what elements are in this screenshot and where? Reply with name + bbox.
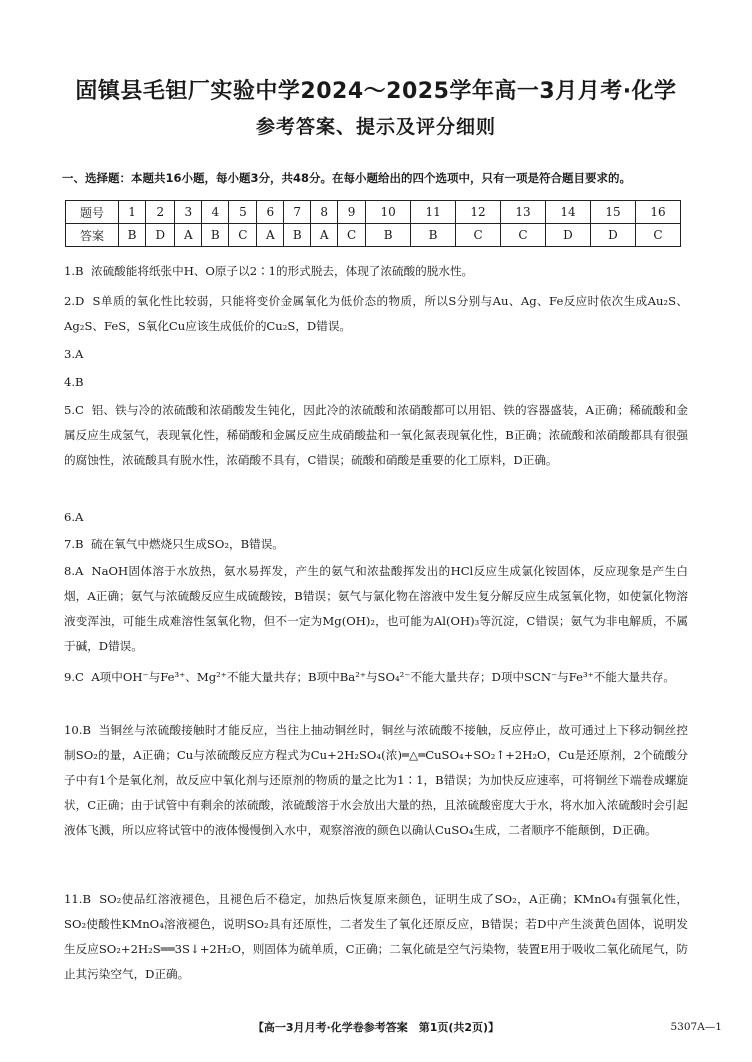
table-cell: 14	[546, 201, 591, 224]
answer-number: 4.B	[64, 375, 84, 389]
answer-item-4	[64, 370, 688, 395]
answer-explanation: 铝、铁与冷的浓硫酸和浓硝酸发生钝化，因此冷的浓硫酸和浓硝酸都可以用铝、铁的容器盛装，A正确；稀硫酸和金属反应生成氢气，表现氧化性，稀硝酸和金属反应生成硝酸盐和一氧化氮表现氧化性，B正确；浓硫酸和浓硝酸都具有很强的腐蚀性，浓硫酸具有脱水性，浓硝酸不具有，C错误；硫酸和硝酸是重要的化工原料，D正确。	[64, 403, 688, 467]
answer-item-1	[64, 259, 688, 284]
table-cell: 3	[175, 201, 202, 224]
table-cell: 16	[635, 201, 680, 224]
answer-item-3	[64, 342, 688, 367]
answer-item-5	[64, 398, 688, 473]
table-cell: 8	[311, 201, 338, 224]
answer-number: 1.B	[64, 264, 84, 278]
answer-number: 7.B	[64, 537, 84, 551]
answer-item-10	[64, 718, 688, 843]
table-cell: B	[202, 224, 229, 247]
row-label: 答案	[66, 224, 119, 247]
table-cell: 11	[411, 201, 456, 224]
table-row	[66, 224, 681, 247]
table-row	[66, 201, 681, 224]
answer-explanation: S单质的氧化性比较弱，只能将变价金属氧化为低价态的物质，所以S分别与Au、Ag、Fe反应时依次生成Au₂S、Ag₂S、FeS，S氧化Cu应该生成低价的Cu₂S，D错误。	[64, 294, 688, 333]
table-cell: 6	[257, 201, 284, 224]
table-cell: 9	[338, 201, 366, 224]
table-cell: A	[311, 224, 338, 247]
table-cell: B	[284, 224, 311, 247]
answer-item-11	[64, 887, 688, 987]
section-heading: 一、选择题：本题共16小题，每小题3分，共48分。在每小题给出的四个选项中，只有一项是符合题目要求的。	[62, 171, 632, 185]
table-cell: B	[411, 224, 456, 247]
answer-explanation: A项中OH⁻与Fe³⁺、Mg²⁺不能大量共存；B项中Ba²⁺与SO₄²⁻不能大量共存；D项中SCN⁻与Fe³⁺不能大量共存。	[91, 670, 675, 684]
answer-number: 5.C	[64, 403, 84, 417]
table-cell: 13	[501, 201, 546, 224]
answer-explanation: 硫在氧气中燃烧只生成SO₂，B错误。	[90, 537, 284, 551]
table-cell: B	[366, 224, 411, 247]
answer-item-8	[64, 559, 688, 659]
page-subtitle: 参考答案、提示及评分细则	[255, 116, 496, 138]
answer-number: 8.A	[64, 564, 84, 578]
table-cell: 4	[202, 201, 229, 224]
document-code: 5307A—1	[670, 1021, 722, 1033]
table-cell: B	[119, 224, 146, 247]
table-cell: C	[338, 224, 366, 247]
answer-explanation: SO₂使品红溶液褪色，且褪色后不稳定，加热后恢复原来颜色，证明生成了SO₂，A正确；KMnO₄有强氧化性，SO₂使酸性KMnO₄溶液褪色，说明SO₂具有还原性，二者发生了氧化还原反应，B错误；若D中产生淡黄色固体，说明发生反应SO₂+2H₂S══3S↓+2H₂O，则固体为硫单质，C正确；二氧化硫是空气污染物，装置E用于吸收二氧化硫尾气，防止其污染空气，D正确。	[64, 892, 689, 981]
answer-item-9	[64, 665, 688, 690]
table-cell: 15	[590, 201, 635, 224]
answer-number: 11.B	[64, 892, 91, 906]
table-cell: D	[546, 224, 591, 247]
table-cell: D	[590, 224, 635, 247]
table-cell: C	[229, 224, 257, 247]
answer-number: 2.D	[64, 294, 85, 308]
answer-explanation: 浓硫酸能将纸张中H、O原子以2∶1的形式脱去，体现了浓硫酸的脱水性。	[90, 264, 474, 278]
table-cell: D	[146, 224, 175, 247]
table-cell: 12	[456, 201, 501, 224]
table-cell: 7	[284, 201, 311, 224]
table-cell: C	[635, 224, 680, 247]
answer-number: 9.C	[64, 670, 84, 684]
table-cell: C	[501, 224, 546, 247]
table-cell: A	[175, 224, 202, 247]
answer-number: 3.A	[64, 347, 84, 361]
table-cell: 2	[146, 201, 175, 224]
table-cell: A	[257, 224, 284, 247]
table-cell: 5	[229, 201, 257, 224]
table-cell: 10	[366, 201, 411, 224]
answer-explanation: NaOH固体溶于水放热，氨水易挥发，产生的氨气和浓盐酸挥发出的HCl反应生成氯化铵固体，反应现象是产生白烟，A正确；氨气与浓硫酸反应生成硫酸铵，B错误；氨气与氯化物在溶液中发生复分解反应生成氢氧化物，如使氯化物溶液变浑浊，可能生成难溶性氢氧化物，但不一定为Mg(OH)₂，也可能为Al(OH)₃等沉淀，C错误；氨气为非电解质，不属于碱，D错误。	[64, 564, 688, 653]
answer-item-6	[64, 505, 688, 530]
answer-table	[65, 200, 681, 247]
row-label: 题号	[66, 201, 119, 224]
answer-item-2	[64, 289, 688, 339]
answer-number: 6.A	[64, 510, 84, 524]
table-cell: 1	[119, 201, 146, 224]
page-title: 固镇县毛钽厂实验中学2024～2025学年高一3月月考·化学	[75, 79, 677, 104]
answer-number: 10.B	[64, 723, 91, 737]
answer-explanation: 当铜丝与浓硫酸接触时才能反应，当往上抽动铜丝时，铜丝与浓硫酸不接触，反应停止，故可通过上下移动铜丝控制SO₂的量，A正确；Cu与浓硫酸反应方程式为Cu+2H₂SO₄(浓)═△═CuSO₄+SO₂↑+2H₂O，Cu是还原剂，2个硫酸分子中有1个是氧化剂，故反应中氧化剂与还原剂的物质的量之比为1∶1，B错误；为加快反应速率，可将铜丝下端卷成螺旋状，C正确；由于试管中有剩余的浓硫酸，浓硫酸溶于水会放出大量的热，且浓硫酸密度大于水，将水加入浓硫酸时会引起液体飞溅，所以应将试管中的液体慢慢倒入水中，观察溶液的颜色以确认CuSO₄生成，二者顺序不能颠倒，D正确。	[64, 723, 688, 837]
answer-item-7	[64, 532, 688, 557]
page-footer: 【高一3月月考·化学卷参考答案 第1页(共2页)】	[252, 1021, 500, 1034]
table-cell: C	[456, 224, 501, 247]
